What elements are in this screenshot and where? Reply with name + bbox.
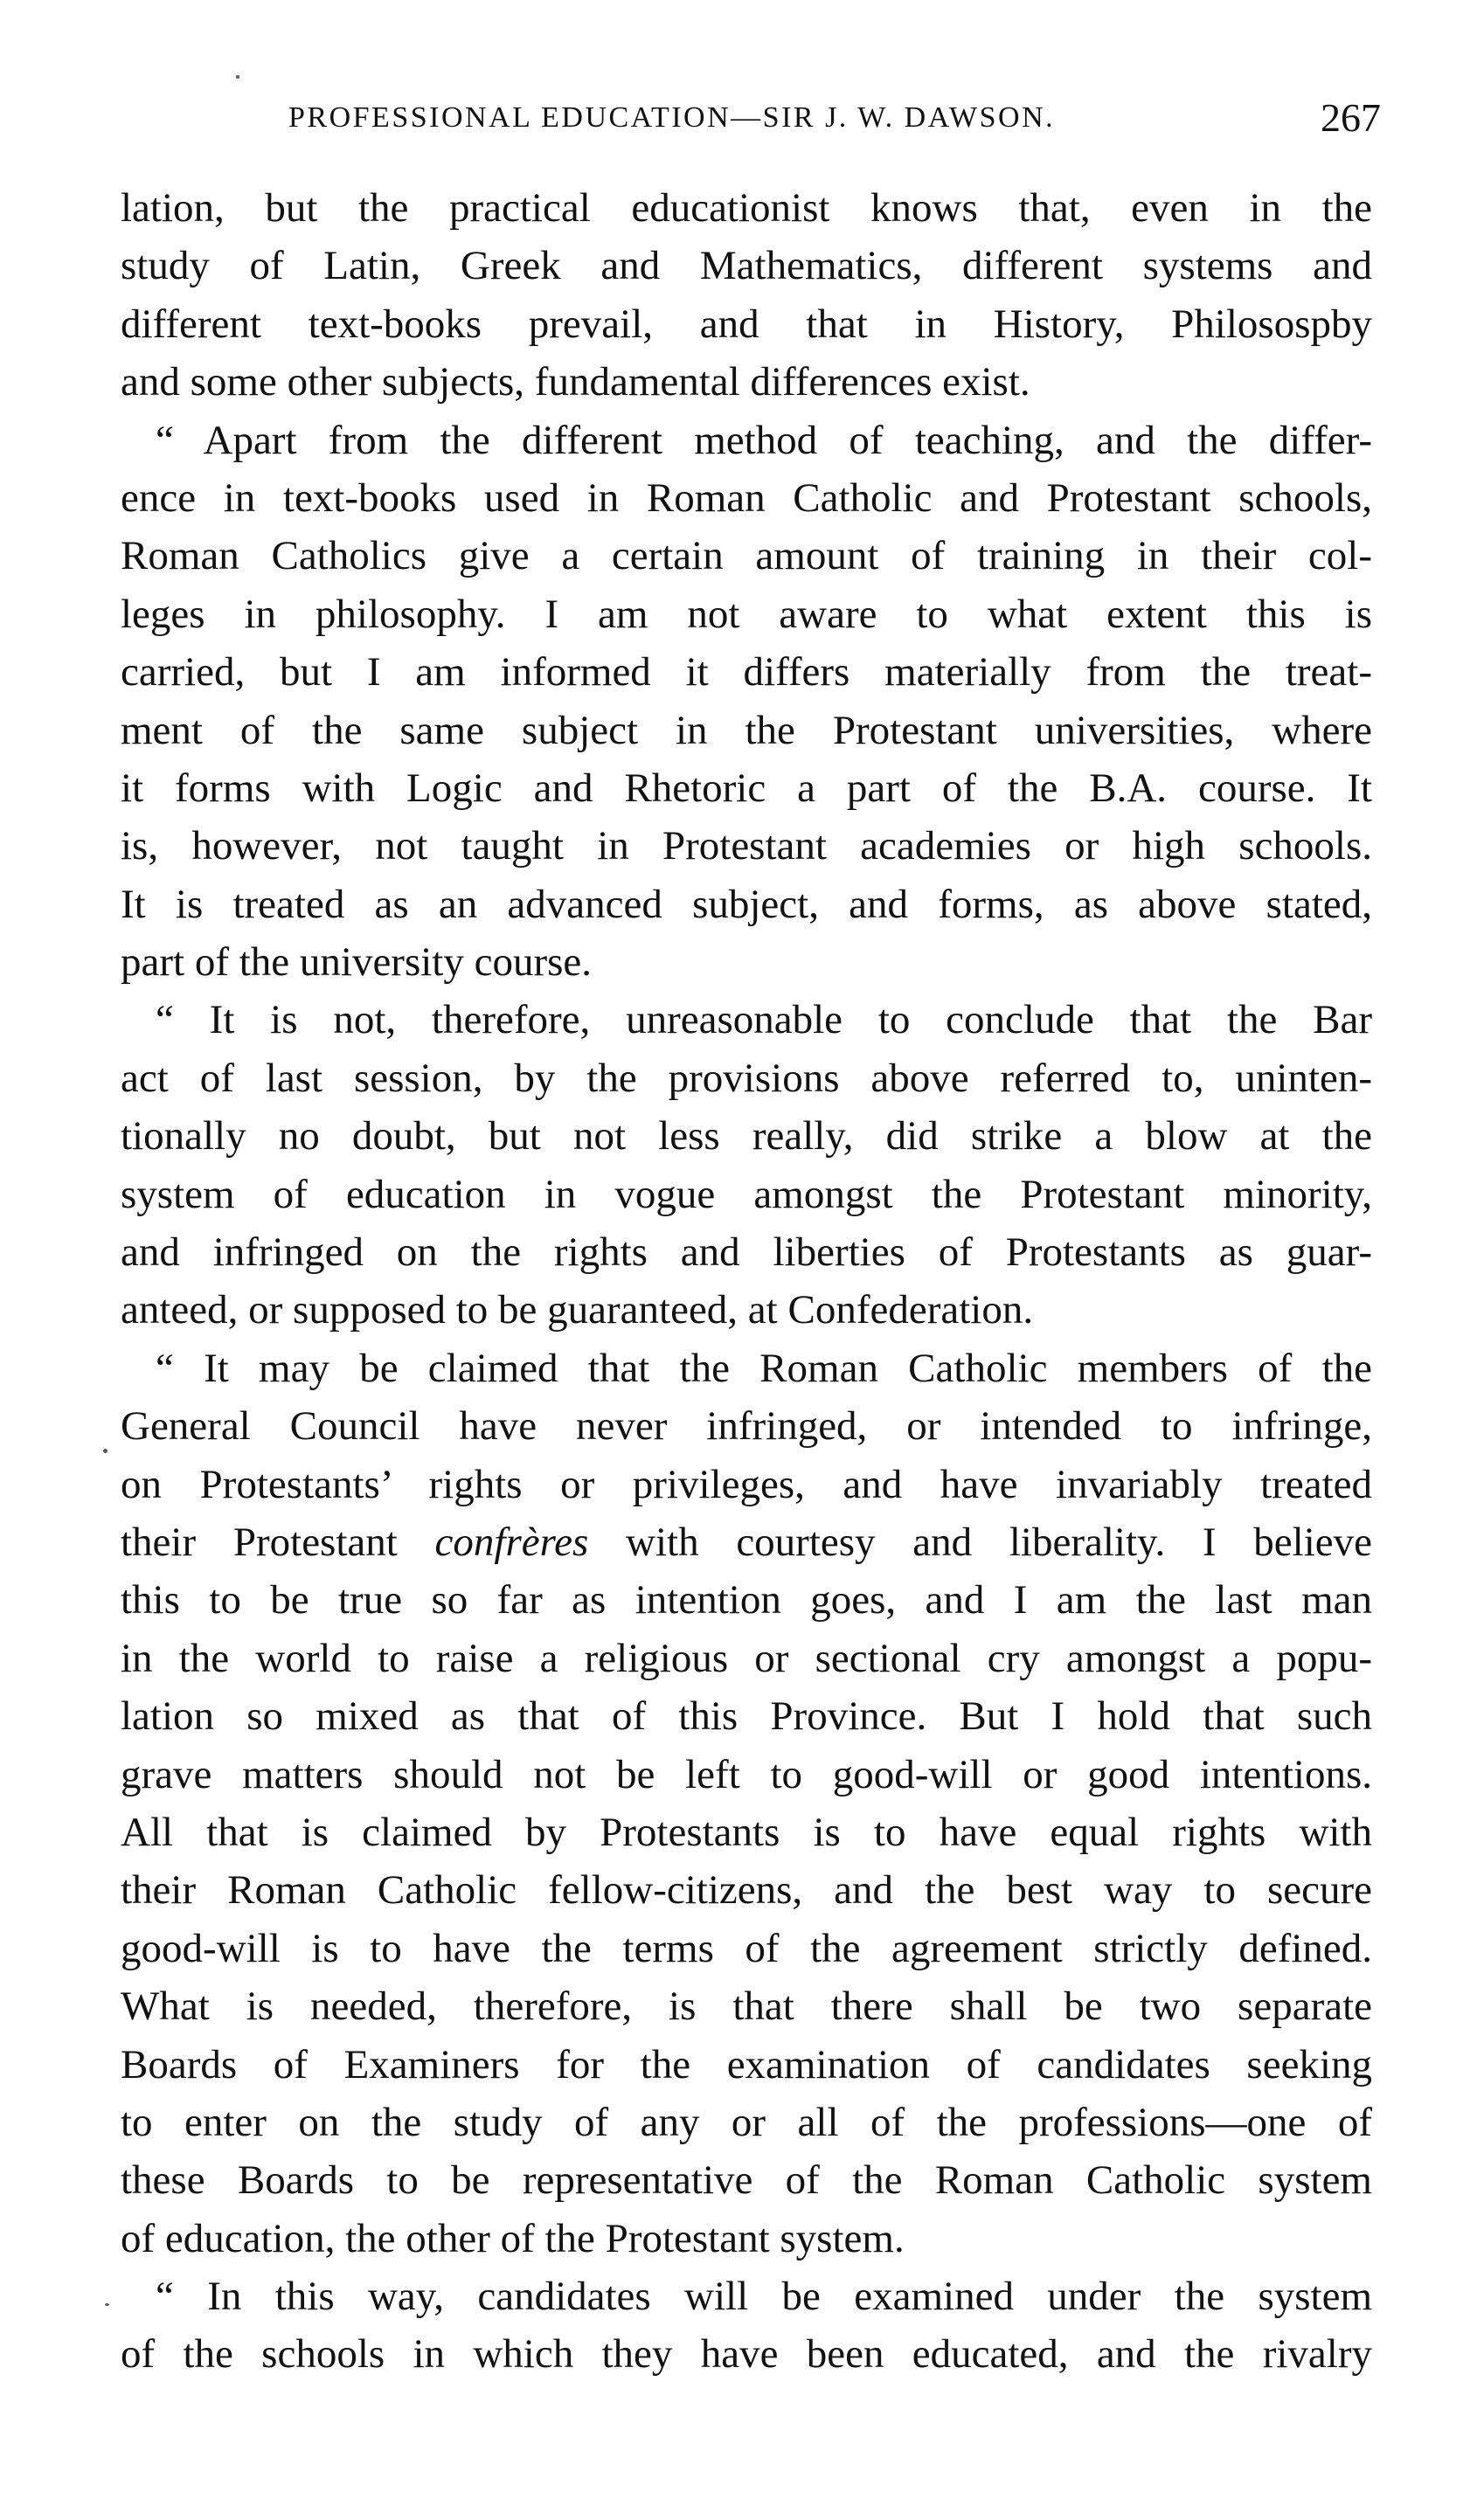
- text-line: act of last session, by the provisions above referred to, uninten-: [121, 1055, 1372, 1101]
- text-line: Boards of Examiners for the examination of candidates seeking: [121, 2041, 1372, 2087]
- running-head: [288, 94, 1381, 147]
- text-line: on Protestants’ rights or privileges, and have invariably treated: [121, 1461, 1372, 1507]
- text-line: this to be true so far as intention goes, and I am the last man: [121, 1577, 1372, 1623]
- text-line: anteed, or supposed to be guaranteed, at Confederation.: [121, 1287, 1034, 1333]
- text-line: “ It is not, therefore, unreasonable to conclude that the Bar: [156, 997, 1372, 1043]
- text-line: of education, the other of the Protestant system.: [121, 2215, 905, 2261]
- text-line: General Council have never infringed, or intended to infringe,: [121, 1403, 1372, 1450]
- text-line: [121, 1513, 1372, 1571]
- text-run: with courtesy and liberality. I believe: [588, 1519, 1372, 1565]
- text-line: grave matters should not be left to good-will or good intentions.: [121, 1751, 1372, 1797]
- running-title: PROFESSIONAL EDUCATION—SIR J. W. DAWSON.: [288, 101, 1056, 134]
- print-speck: [236, 75, 239, 79]
- text-line: these Boards to be representative of the Roman Catholic system: [121, 2157, 1372, 2204]
- text-line: in the world to raise a religious or sectional cry amongst a popu-: [121, 1635, 1372, 1681]
- text-line: it forms with Logic and Rhetoric a part of the B.A. course. It: [121, 765, 1372, 811]
- text-run: their Protestant: [121, 1519, 435, 1565]
- print-speck: [105, 2303, 109, 2306]
- text-line: “ In this way, candidates will be examined under the system: [156, 2274, 1372, 2320]
- text-line: What is needed, therefore, is that there shall be two separate: [121, 1983, 1372, 2030]
- text-line: ment of the same subject in the Protestant universities, where: [121, 707, 1372, 753]
- text-line: All that is claimed by Protestants is to have equal rights with: [121, 1809, 1372, 1855]
- text-line: Roman Catholics give a certain amount of training in their col-: [121, 533, 1372, 579]
- page-number: 267: [1321, 95, 1381, 140]
- text-line: tionally no doubt, but not less really, did strike a blow at the: [121, 1113, 1372, 1160]
- text-line: and some other subjects, fundamental differences exist.: [121, 359, 1030, 405]
- print-speck: [103, 1449, 107, 1453]
- text-line: lation so mixed as that of this Province. But I hold that such: [121, 1693, 1372, 1740]
- text-line: system of education in vogue amongst the Protestant minority,: [121, 1171, 1372, 1217]
- text-line: and infringed on the rights and liberties of Protestants as guar-: [121, 1229, 1372, 1276]
- text-line: to enter on the study of any or all of the professions—one of: [121, 2099, 1372, 2145]
- body-text: [121, 179, 1372, 2384]
- text-line: study of Latin, Greek and Mathematics, different systems and: [121, 243, 1372, 289]
- text-line: good-will is to have the terms of the agreement strictly defined.: [121, 1925, 1372, 1971]
- text-line: carried, but I am informed it differs materially from the treat-: [121, 649, 1372, 696]
- text-line: It is treated as an advanced subject, and forms, as above stated,: [121, 881, 1372, 927]
- text-line: part of the university course.: [121, 939, 593, 986]
- text-line: leges in philosophy. I am not aware to what extent this is: [121, 591, 1372, 637]
- italic-word: confrères: [434, 1519, 589, 1565]
- text-line: is, however, not taught in Protestant academies or high schools.: [121, 823, 1372, 869]
- text-line: of the schools in which they have been educated, and the rivalry: [121, 2331, 1372, 2378]
- text-line: lation, but the practical educationist knows that, even in the: [121, 185, 1372, 231]
- text-line: “ It may be claimed that the Roman Catholic members of the: [156, 1345, 1372, 1391]
- text-line: different text-books prevail, and that in History, Philosospby: [121, 301, 1372, 347]
- text-line: ence in text-books used in Roman Catholic and Protestant schools,: [121, 474, 1372, 521]
- text-line: “ Apart from the different method of teaching, and the differ-: [156, 417, 1372, 463]
- text-line: their Roman Catholic fellow-citizens, and the best way to secure: [121, 1867, 1372, 1914]
